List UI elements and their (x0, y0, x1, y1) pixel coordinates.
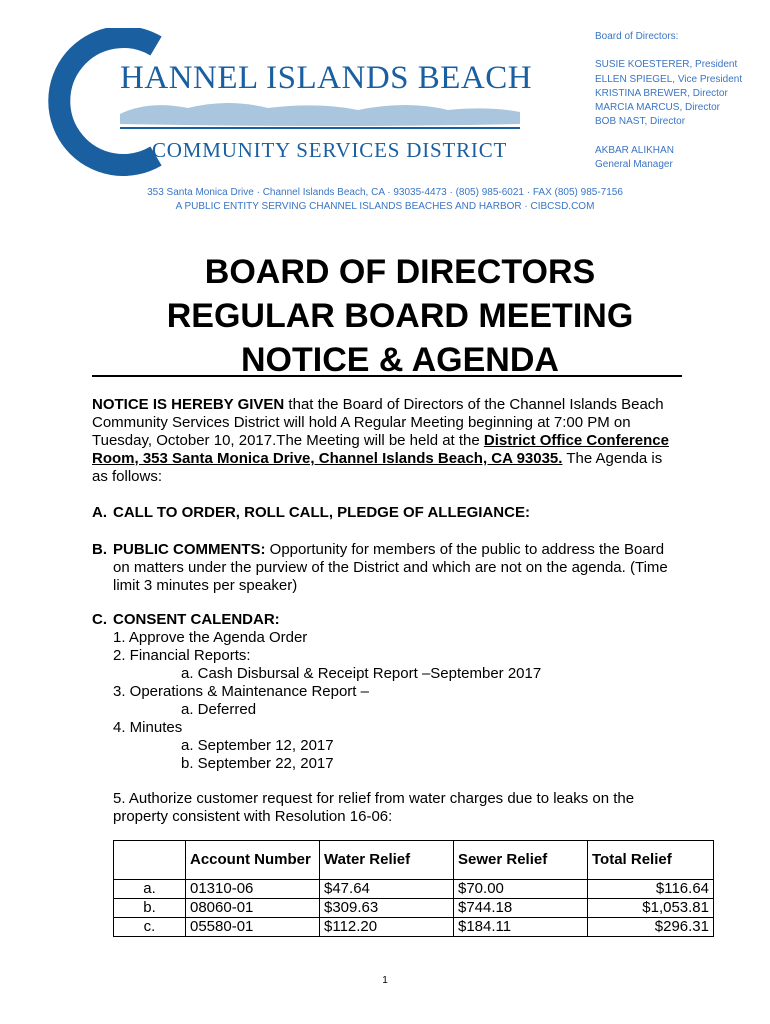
gm-title: General Manager (595, 159, 673, 171)
column-header (114, 841, 186, 880)
gm-name: AKBAR ALIKHAN (595, 144, 674, 156)
table-header-row (114, 841, 714, 880)
notice-paragraph (92, 396, 682, 486)
director-name: BOB NAST, Director (595, 116, 686, 128)
entity-line: A PUBLIC ENTITY SERVING CHANNEL ISLANDS BEACHES AND HARBOR · CIBCSD.COM (175, 201, 595, 212)
column-header: Account Number (186, 841, 320, 880)
notice-text: that the Board of Directors of the Channel Islands Beach Community Services District will hold A Regular Meeting beginning at 7:00 PM on Tuesday, October 10, 2017.The Meeting will be held at the (92, 396, 664, 449)
address-block (0, 186, 770, 214)
agenda-section-b (92, 541, 682, 595)
section-letter: B. (92, 541, 107, 558)
row-label: a. (114, 880, 186, 899)
notice-lead: NOTICE IS HEREBY GIVEN (92, 396, 285, 413)
page-number: 1 (382, 975, 388, 986)
section-heading: CONSENT CALENDAR: (113, 611, 280, 628)
section-letter: A. (92, 504, 107, 521)
consent-item-5-cont: property consistent with Resolution 16-06: (113, 808, 393, 825)
director-name: SUSIE KOESTERER, President (595, 59, 738, 71)
account-number: 01310-06 (186, 880, 320, 899)
district-logo (28, 28, 536, 176)
address-line: 353 Santa Monica Drive · Channel Islands Beach, CA · 93035-4473 · (805) 985-6021 · FAX (805) 985-7156 (147, 187, 623, 198)
total-relief: $116.64 (588, 880, 714, 899)
total-relief: $1,053.81 (588, 899, 714, 918)
water-relief: $112.20 (320, 918, 454, 937)
agenda-section-c (92, 611, 692, 629)
total-relief: $296.31 (588, 918, 714, 937)
row-label: c. (114, 918, 186, 937)
consent-subitem: a. Cash Disbursal & Receipt Report –September 2017 (181, 665, 542, 682)
director-name: KRISTINA BREWER, Director (595, 87, 728, 99)
org-name-line2: COMMUNITY SERVICES DISTRICT (152, 138, 508, 162)
section-heading: PUBLIC COMMENTS: (113, 541, 266, 558)
section-heading: CALL TO ORDER, ROLL CALL, PLEDGE OF ALLEGIANCE: (113, 504, 530, 521)
column-header: Water Relief (320, 841, 454, 880)
account-number: 05580-01 (186, 918, 320, 937)
consent-item: 3. Operations & Maintenance Report – (113, 683, 369, 700)
agenda-section-a (92, 504, 692, 522)
consent-item: 4. Minutes (113, 719, 183, 736)
notice-text: The Agenda is as follows: (92, 450, 663, 485)
director-name: ELLEN SPIEGEL, Vice President (595, 73, 743, 85)
meeting-location: District Office Conference Room, 353 Santa Monica Drive, Channel Islands Beach, CA 93035. (92, 432, 669, 467)
consent-item: 2. Financial Reports: (113, 647, 251, 664)
account-number: 08060-01 (186, 899, 320, 918)
board-of-directors-list (595, 30, 742, 172)
title-line: NOTICE & AGENDA (241, 341, 559, 379)
row-label: b. (114, 899, 186, 918)
water-relief: $309.63 (320, 899, 454, 918)
section-letter: C. (92, 611, 107, 628)
title-divider (92, 375, 682, 377)
column-header: Total Relief (588, 841, 714, 880)
title-line: REGULAR BOARD MEETING (166, 297, 634, 335)
table-row (114, 918, 714, 937)
water-relief: $47.64 (320, 880, 454, 899)
title-line: BOARD OF DIRECTORS (204, 253, 596, 291)
consent-item: 1. Approve the Agenda Order (113, 629, 308, 646)
sewer-relief: $184.11 (454, 918, 588, 937)
board-heading: Board of Directors: (595, 31, 679, 42)
table-row (114, 880, 714, 899)
org-name-line1: HANNEL ISLANDS BEACH (120, 60, 533, 96)
document-title (0, 250, 770, 382)
director-name: MARCIA MARCUS, Director (595, 102, 721, 114)
consent-subitem: b. September 22, 2017 (181, 755, 334, 772)
relief-table (113, 840, 714, 937)
consent-subitem: a. September 12, 2017 (181, 737, 334, 754)
sewer-relief: $70.00 (454, 880, 588, 899)
consent-item-5: 5. Authorize customer request for relief from water charges due to leaks on the (113, 790, 635, 807)
table-row (114, 899, 714, 918)
consent-subitem: a. Deferred (181, 701, 257, 718)
column-header: Sewer Relief (454, 841, 588, 880)
section-text: Opportunity for members of the public to address the Board on matters under the purview of the District and which are not on the agenda. (Time limit 3 minutes per speaker) (113, 541, 668, 594)
sewer-relief: $744.18 (454, 899, 588, 918)
